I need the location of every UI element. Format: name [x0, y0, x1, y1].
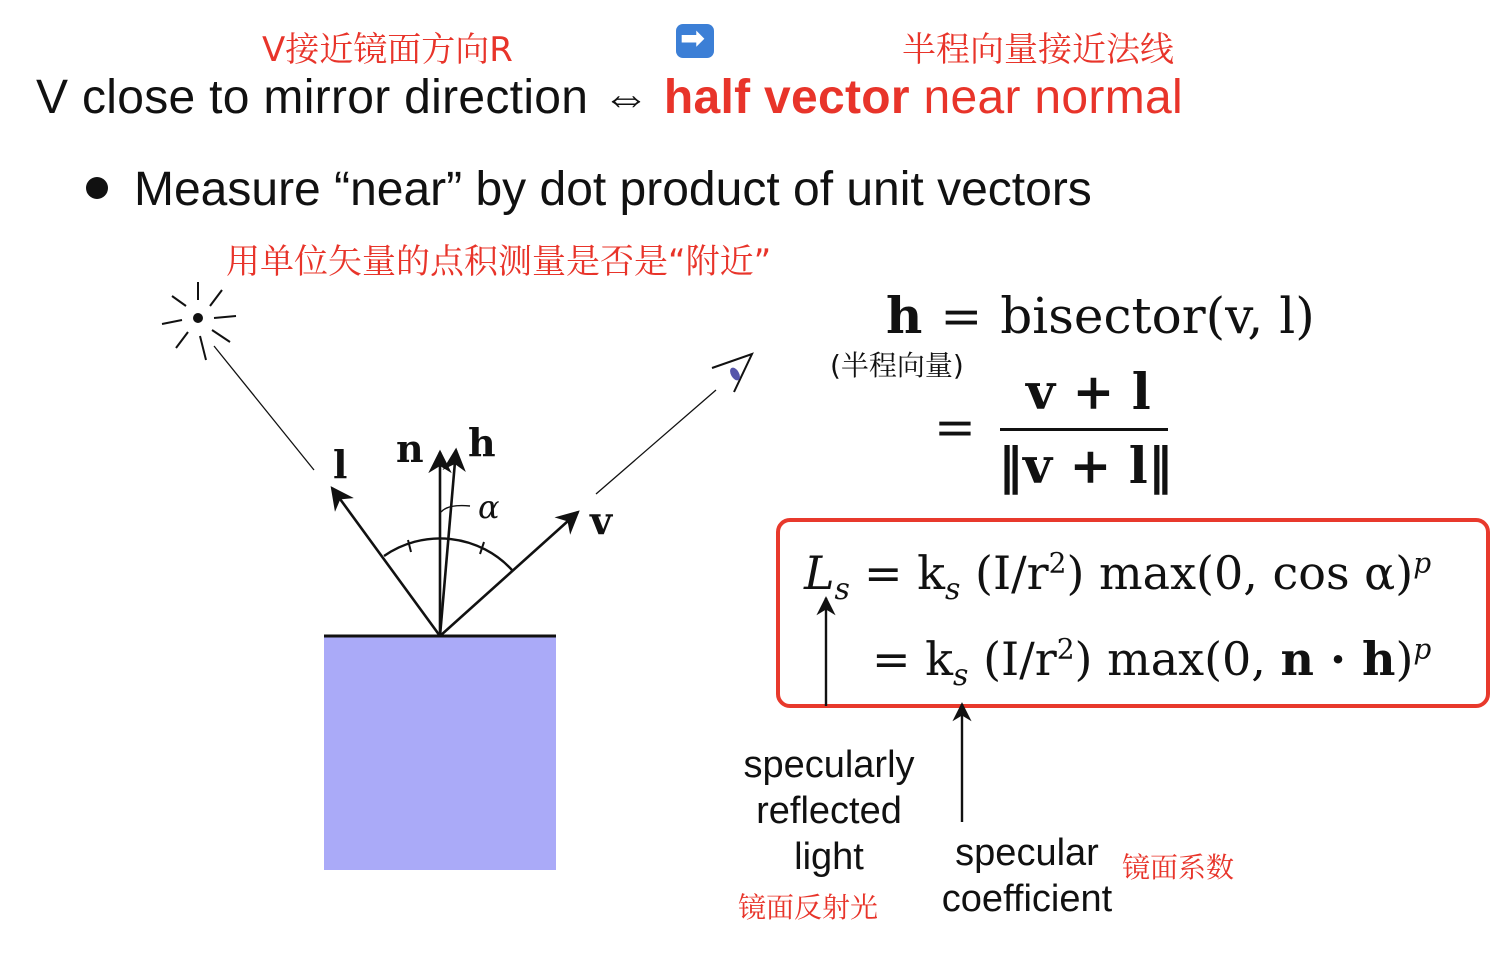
eq-ks-sub: s	[945, 572, 961, 608]
eq-close-2: )	[1395, 632, 1414, 686]
fraction-bar	[1000, 428, 1168, 431]
label-n: n	[396, 426, 424, 471]
eq-r-squared-2: 2	[1056, 632, 1075, 666]
eq-h-rhs: bisector(v, l)	[1000, 287, 1315, 345]
eq-n-dot-h: n · h	[1280, 632, 1396, 686]
eq-ks: = k	[863, 546, 945, 600]
vector-l-arrow	[332, 488, 440, 636]
arrow-right-icon: ➡	[676, 24, 714, 58]
eq-i-over-r: (I/r	[960, 546, 1049, 600]
label-h: h	[468, 420, 496, 465]
label-alpha: α	[478, 488, 500, 526]
label-l: l	[333, 442, 348, 487]
bullet-text: Measure “near” by dot product of unit vectors	[134, 163, 1092, 216]
label-line: light	[794, 836, 864, 878]
eq-ks-sub-2: s	[953, 658, 969, 694]
label-line: specular	[955, 832, 1099, 874]
equation-numerator: v + l	[1026, 362, 1151, 421]
eq-r-squared: 2	[1048, 546, 1067, 580]
label-line: coefficient	[941, 878, 1113, 920]
annotation-half-vector-near-normal-cn: 半程向量接近法线	[902, 30, 1174, 70]
eye-icon	[712, 354, 752, 392]
heading-half-vector: half vector	[663, 71, 910, 124]
light-source-icon	[162, 282, 236, 360]
surface-block	[324, 636, 556, 870]
label-specularly-reflected-light	[736, 742, 922, 880]
eq-equals: =	[940, 287, 983, 345]
annotation-half-vector-cn: (半程向量)	[830, 349, 964, 382]
equation-second-equals: =	[934, 398, 976, 456]
annotation-dot-product-cn: 用单位矢量的点积测量是否是“附近”	[226, 242, 772, 282]
eq-ks-2: = k	[872, 632, 954, 686]
reflection-diagram	[0, 0, 760, 900]
label-line: reflected	[756, 790, 902, 832]
eq-power-p-2: p	[1413, 632, 1432, 666]
eq-ls: L	[804, 546, 835, 600]
equation-denominator: ‖v + l‖	[998, 436, 1173, 495]
eq-i-over-r-2: (I/r	[968, 632, 1057, 686]
label-line: specularly	[743, 744, 915, 786]
eq-max-2: ) max(0,	[1074, 632, 1281, 686]
heading-part1: V close to mirror direction ⇔	[36, 71, 664, 124]
light-ray-line	[214, 346, 314, 470]
eq-h-lhs: h	[886, 286, 923, 345]
vector-v-arrow	[440, 512, 578, 636]
annotation-reflected-light-cn: 镜面反射光	[738, 891, 879, 924]
label-v: v	[590, 498, 613, 543]
alpha-arc	[441, 506, 470, 512]
label-specular-coefficient	[930, 830, 1124, 922]
eq-ls-sub: s	[834, 572, 850, 608]
equation-h-bisector	[886, 286, 1315, 345]
eq-power-p: p	[1413, 546, 1432, 580]
annotation-specular-coef-cn: 镜面系数	[1122, 851, 1235, 884]
annotation-v-near-mirror-cn: V接近镜面方向R	[262, 30, 513, 70]
eq-max-cos: ) max(0, cos α)	[1066, 546, 1414, 600]
vector-h-arrow	[440, 450, 456, 636]
eye-ray-line	[596, 390, 716, 494]
heading-near-normal: near normal	[909, 71, 1183, 124]
